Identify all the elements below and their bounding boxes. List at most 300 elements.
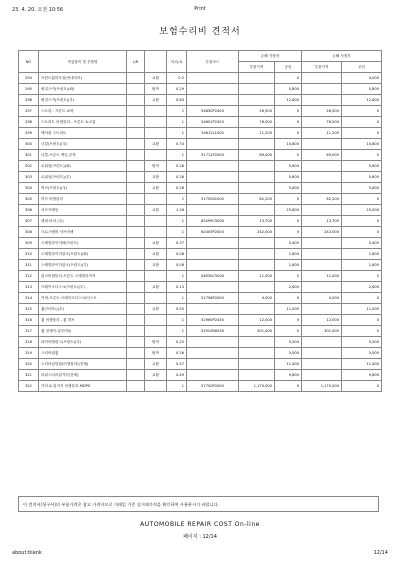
row-labor-before: 11,400 [275,359,302,370]
row-part-price-before: 12,000 [239,315,275,326]
row-lr [127,337,145,348]
row-lr [127,238,145,249]
row-labor-before: 0 [275,106,302,117]
row-labor-after: 5,600 [342,183,382,194]
row-part-price-after [302,304,342,315]
row-item: 기어 & 링키지 어셈블리-MDPS [39,381,127,392]
row-labor-after: 5,400 [342,238,382,249]
row-code [187,172,239,183]
row-part-price-before: 242,000 [239,227,275,238]
row-no: 312 [19,271,39,282]
row-lr [127,359,145,370]
row-lr [127,205,145,216]
row-part-price-before: 301,000 [239,326,275,337]
table-row [19,117,382,128]
row-labor-after: 0 [342,381,382,392]
row-item: 서브프레임 [39,205,127,216]
row-lr [127,260,145,271]
row-code [187,161,239,172]
row-no: 296 [19,95,39,106]
row-labor-after: 0 [342,128,382,139]
row-part-price-after [302,260,342,271]
row-lr [127,315,145,326]
table-row [19,128,382,139]
row-part-price-before: 76,000 [239,117,275,128]
table-row [19,348,382,359]
row-lr [127,227,145,238]
row-item: 커버-프론트 브레이크디스크/더스트 [39,293,127,304]
row-item: 스티어링휠 [39,348,127,359]
row-part-price-after [302,249,342,260]
row-no: 321 [19,370,39,381]
row-lr [127,183,145,194]
row-item: 스태빌라이저바(프런트) [39,238,127,249]
row-part-price-after: 11,000 [302,271,342,282]
row-part-price-before: 13,700 [239,216,275,227]
row-type: 교환 [145,359,167,370]
row-labor-after: 2,600 [342,282,382,293]
row-type [145,106,167,117]
row-item: 쿼얼스커(프런트)(우) [39,95,127,106]
row-item: 너클(프런트)(우) [39,139,127,150]
row-no: 319 [19,348,39,359]
row-labor-before: 5,600 [275,183,302,194]
row-code [187,249,239,260]
row-part-price-before: 11,000 [239,271,275,282]
row-labor-before: 0 [275,73,302,84]
header-part-price-after: 부품가격 [302,62,342,73]
row-labor-before: 25,600 [275,205,302,216]
row-type [145,315,167,326]
header-part-price-before: 부품가격 [239,62,275,73]
row-lr [127,95,145,106]
row-part-price-before [239,282,275,293]
row-part-price-after: 242,000 [302,227,342,238]
row-part-price-after [302,370,342,381]
row-part-price-before [239,95,275,106]
row-no: 315 [19,304,39,315]
row-type [145,271,167,282]
row-no: 310 [19,249,39,260]
row-type: 교환 [145,95,167,106]
row-part-price-after: 12,000 [302,315,342,326]
table-row [19,249,382,260]
row-item: 파워스티어링기어(전체) [39,370,127,381]
row-qty: 1 [167,106,187,117]
table-row [19,315,382,326]
row-qty: 1 [167,194,187,205]
row-code [187,139,239,150]
row-part-price-before [239,139,275,150]
row-type [145,194,167,205]
row-labor-before: 0 [275,216,302,227]
row-labor-after: 5,600 [342,161,382,172]
table-row [19,238,382,249]
row-item: 너클-프론트 액슬,우측 [39,150,127,161]
row-labor-before: 5,400 [275,238,302,249]
row-lr [127,150,145,161]
row-part-price-before [239,304,275,315]
row-qty: 0.25 [167,337,187,348]
row-labor-after: 11,400 [342,359,382,370]
row-item: 스태빌라이저링크(프런트)(좌) [39,249,127,260]
header-labor-after: 공임 [342,62,382,73]
row-labor-after: 14,800 [342,139,382,150]
table-row [19,95,382,106]
row-qty: 0.63 [167,95,187,106]
table-row [19,84,382,95]
table-row [19,260,382,271]
row-labor-after: 0 [342,271,382,282]
row-type [145,326,167,337]
row-no: 322 [19,381,39,392]
row-no: 297 [19,106,39,117]
row-labor-before: 0 [275,117,302,128]
row-qty: 1.26 [167,205,187,216]
row-lr [127,161,145,172]
row-type: 교환 [145,249,167,260]
row-no: 313 [19,282,39,293]
header-no: NO [19,51,39,73]
row-type: 교환 [145,282,167,293]
row-part-price-before [239,73,275,84]
row-labor-before: 5,000 [275,337,302,348]
header-qty: 지.Q.% [167,51,187,73]
row-lr [127,128,145,139]
row-labor-before: 0 [275,326,302,337]
row-labor-before: 12,600 [275,95,302,106]
row-part-price-before: 69,000 [239,150,275,161]
row-no: 306 [19,205,39,216]
header-lr: L/R [127,51,145,73]
row-qty: 1 [167,381,187,392]
row-code [187,183,239,194]
header-item: 작업항목 및 부품명 [39,51,127,73]
document-title: 보험수리비 견적서 [159,27,241,37]
row-part-price-before [239,249,275,260]
row-lr [127,304,145,315]
row-type: 탈착 [145,84,167,95]
row-lr [127,282,145,293]
row-labor-after: 1,600 [342,260,382,271]
row-code: 62499C5000 [187,216,239,227]
row-labor-after: 0 [342,315,382,326]
row-item: 브레이크디스크(프런트)(우) [39,282,127,293]
table-row [19,216,382,227]
row-lr [127,117,145,128]
row-type: 교환 [145,205,167,216]
row-type: 교환 [145,370,167,381]
row-item: 타이어밸런스(프런트)(우) [39,337,127,348]
header-type [145,51,167,73]
table-row [19,183,382,194]
row-part-price-after [302,183,342,194]
row-code [187,304,239,315]
row-item: 허브 어셈블리 [39,194,127,205]
row-labor-after: 11,000 [342,304,382,315]
row-qty: 1 [167,117,187,128]
table-row [19,304,382,315]
row-qty: 0.37 [167,238,187,249]
row-lr [127,271,145,282]
row-type: 교환 [145,172,167,183]
row-labor-before: 14,800 [275,139,302,150]
header-group-after: 손해 사정후 [302,51,382,62]
row-part-price-after [302,161,342,172]
row-type [145,381,167,392]
row-item: 에어링 스트러트 [39,128,127,139]
row-part-price-after [302,359,342,370]
row-part-price-before [239,161,275,172]
row-part-price-after [302,205,342,216]
row-no: 302 [19,161,39,172]
row-type: 교환 [145,260,167,271]
row-no: 317 [19,326,39,337]
row-code: 52910R6450 [187,326,239,337]
row-no: 320 [19,359,39,370]
row-part-price-before: 11,200 [239,128,275,139]
row-type: 탈착 [145,161,167,172]
row-part-price-after: 76,000 [302,117,342,128]
header-labor-before: 공임 [275,62,302,73]
row-part-price-before [239,260,275,271]
row-item: 스티어링칼럼(어셈블리)(전체) [39,359,127,370]
price-note: 이 견적서(청구서)의 부품가격은 참고 가격이므로 거래일 기준 실거래가격을 확인하여 사용하시기 바랍니다. [18,496,379,512]
row-type: 교환 [145,139,167,150]
row-labor-before: 0 [275,150,302,161]
row-part-price-before [239,359,275,370]
row-labor-after: 5,600 [342,172,382,183]
table-row [19,293,382,304]
row-item: 스태빌라이저링크(프런트)(우) [39,260,127,271]
row-labor-after: 5,000 [342,337,382,348]
row-qty: 0.2 [167,73,187,84]
row-part-price-after: 1,170,000 [302,381,342,392]
row-labor-before: 0 [275,227,302,238]
row-labor-after: 25,000 [342,205,382,216]
row-type [145,117,167,128]
row-code [187,337,239,348]
row-code: 51750S1000 [187,194,239,205]
row-labor-before: 0 [275,293,302,304]
row-lr [127,216,145,227]
row-type [145,128,167,139]
row-lr [127,139,145,150]
row-no: 295 [19,84,39,95]
table-row [19,205,382,216]
row-qty: 0.74 [167,139,187,150]
row-code [187,73,239,84]
table-row [19,370,382,381]
row-part-price-after [302,95,342,106]
row-qty: 1 [167,315,187,326]
header-code: 부품코드 [187,51,239,73]
row-no: 305 [19,194,39,205]
row-labor-before: 2,600 [275,282,302,293]
row-part-price-after [302,348,342,359]
row-part-price-after [302,282,342,293]
row-part-price-after: 69,000 [302,150,342,161]
browser-print-title: Print [194,6,206,12]
row-code [187,370,239,381]
row-labor-before: 0 [275,381,302,392]
row-type: 교환 [145,73,167,84]
row-type: 교환 [145,238,167,249]
table-row [19,73,382,84]
row-code: 54830C5000 [187,271,239,282]
row-labor-after: 9,800 [342,370,382,381]
row-labor-after: 0 [342,106,382,117]
row-lr [127,370,145,381]
row-qty: 0.28 [167,161,187,172]
row-lr [127,194,145,205]
row-lr [127,381,145,392]
row-lr [127,172,145,183]
row-part-price-before: 26,500 [239,106,275,117]
row-part-price-before [239,205,275,216]
row-lr [127,326,145,337]
row-lr [127,249,145,260]
row-code: 52960P2430 [187,315,239,326]
table-row [19,337,382,348]
header-group-before: 손해 사정전 [239,51,302,62]
row-qty: 1 [167,128,187,139]
row-part-price-after [302,337,342,348]
row-code: 51756P2000 [187,293,239,304]
table-row [19,282,382,293]
row-code: 54612L1000 [187,128,239,139]
row-type: 교환 [145,304,167,315]
row-labor-before: 0 [275,271,302,282]
row-item: 스트러트 어셈블리 - 프론트 쇼크업 [39,117,127,128]
estimate-table [18,50,382,392]
row-no: 301 [19,150,39,161]
row-labor-before: 0 [275,315,302,326]
row-no: 311 [19,260,39,271]
row-labor-after: 12,600 [342,95,382,106]
row-part-price-before [239,172,275,183]
row-labor-after: 0 [342,326,382,337]
row-qty: 1 [167,216,187,227]
row-item: 로워암(프런트)(우) [39,172,127,183]
row-code: 51711P2000 [187,150,239,161]
row-lr [127,293,145,304]
row-qty: 1 [167,150,187,161]
row-qty: 0.55 [167,304,187,315]
row-part-price-before [239,348,275,359]
row-code [187,348,239,359]
row-part-price-after: 4,000 [302,293,342,304]
row-item: 허브(프런트)(우) [39,183,127,194]
row-part-price-after: 26,500 [302,106,342,117]
row-labor-after: 0 [342,227,382,238]
row-code [187,359,239,370]
table-row [19,139,382,150]
row-part-price-after [302,238,342,249]
row-qty: 0.57 [167,359,187,370]
row-code [187,238,239,249]
row-type: 탈착 [145,348,167,359]
row-qty: 0.08 [167,260,187,271]
page-label: 페이지 : 12/14 [183,534,217,540]
row-labor-before: 5,800 [275,84,302,95]
row-type [145,216,167,227]
row-part-price-before [239,370,275,381]
row-item: 로워암(프런트)(좌) [39,161,127,172]
table-row [19,359,382,370]
row-labor-after: 0 [342,293,382,304]
browser-datetime: 23. 4. 20. 오전 10:56 [12,7,64,13]
table-row [19,172,382,183]
row-labor-before: 0 [275,194,302,205]
row-no: 294 [19,73,39,84]
row-labor-before: 1,600 [275,249,302,260]
row-item: 쿼얼스커(프런트)(좌) [39,84,127,95]
row-labor-before: 1,600 [275,260,302,271]
row-item: 크로스멤버 서브아센 [39,227,127,238]
row-code [187,282,239,293]
row-labor-before: 9,800 [275,370,302,381]
row-labor-before: 11,000 [275,304,302,315]
row-qty: 0.26 [167,348,187,359]
row-type [145,227,167,238]
row-part-price-before [239,84,275,95]
row-type: 탈착 [145,337,167,348]
row-labor-after: 5,000 [342,348,382,359]
row-no: 314 [19,293,39,304]
row-part-price-after [302,139,342,150]
row-lr [127,106,145,117]
row-labor-after: 0 [342,194,382,205]
row-part-price-after: 301,000 [302,326,342,337]
row-lr [127,348,145,359]
row-code: 57700P2000 [187,381,239,392]
row-no: 299 [19,128,39,139]
row-no: 308 [19,227,39,238]
row-part-price-before: 4,000 [239,293,275,304]
row-item: 캠퍼-아마 (우) [39,216,127,227]
row-no: 303 [19,172,39,183]
table-row [19,381,382,392]
row-labor-after: 1,600 [342,249,382,260]
browser-footer-page: 12/14 [373,550,388,556]
row-part-price-after: 11,200 [302,128,342,139]
row-no: 304 [19,183,39,194]
row-qty: 1 [167,326,187,337]
row-part-price-after: 62,200 [302,194,342,205]
row-item: 휠 어셈블리 - 휠 허브 [39,315,127,326]
row-no: 300 [19,139,39,150]
row-labor-after: 0 [342,216,382,227]
row-item: 스트링 - 프론트 쇼바 [39,106,127,117]
row-no: 316 [19,315,39,326]
row-labor-after: 0 [342,150,382,161]
row-labor-before: 5,600 [275,161,302,172]
row-qty: 0.13 [167,282,187,293]
row-item: 프런트휠하우징(안내서아) [39,73,127,84]
browser-footer-url: about:blank [12,550,42,556]
row-part-price-after [302,84,342,95]
row-qty: 1 [167,271,187,282]
row-qty: 0.08 [167,249,187,260]
row-no: 309 [19,238,39,249]
row-part-price-before [239,238,275,249]
row-qty: 1 [167,293,187,304]
table-row [19,271,382,282]
row-labor-before: 5,600 [275,172,302,183]
row-no: 307 [19,216,39,227]
table-row [19,161,382,172]
